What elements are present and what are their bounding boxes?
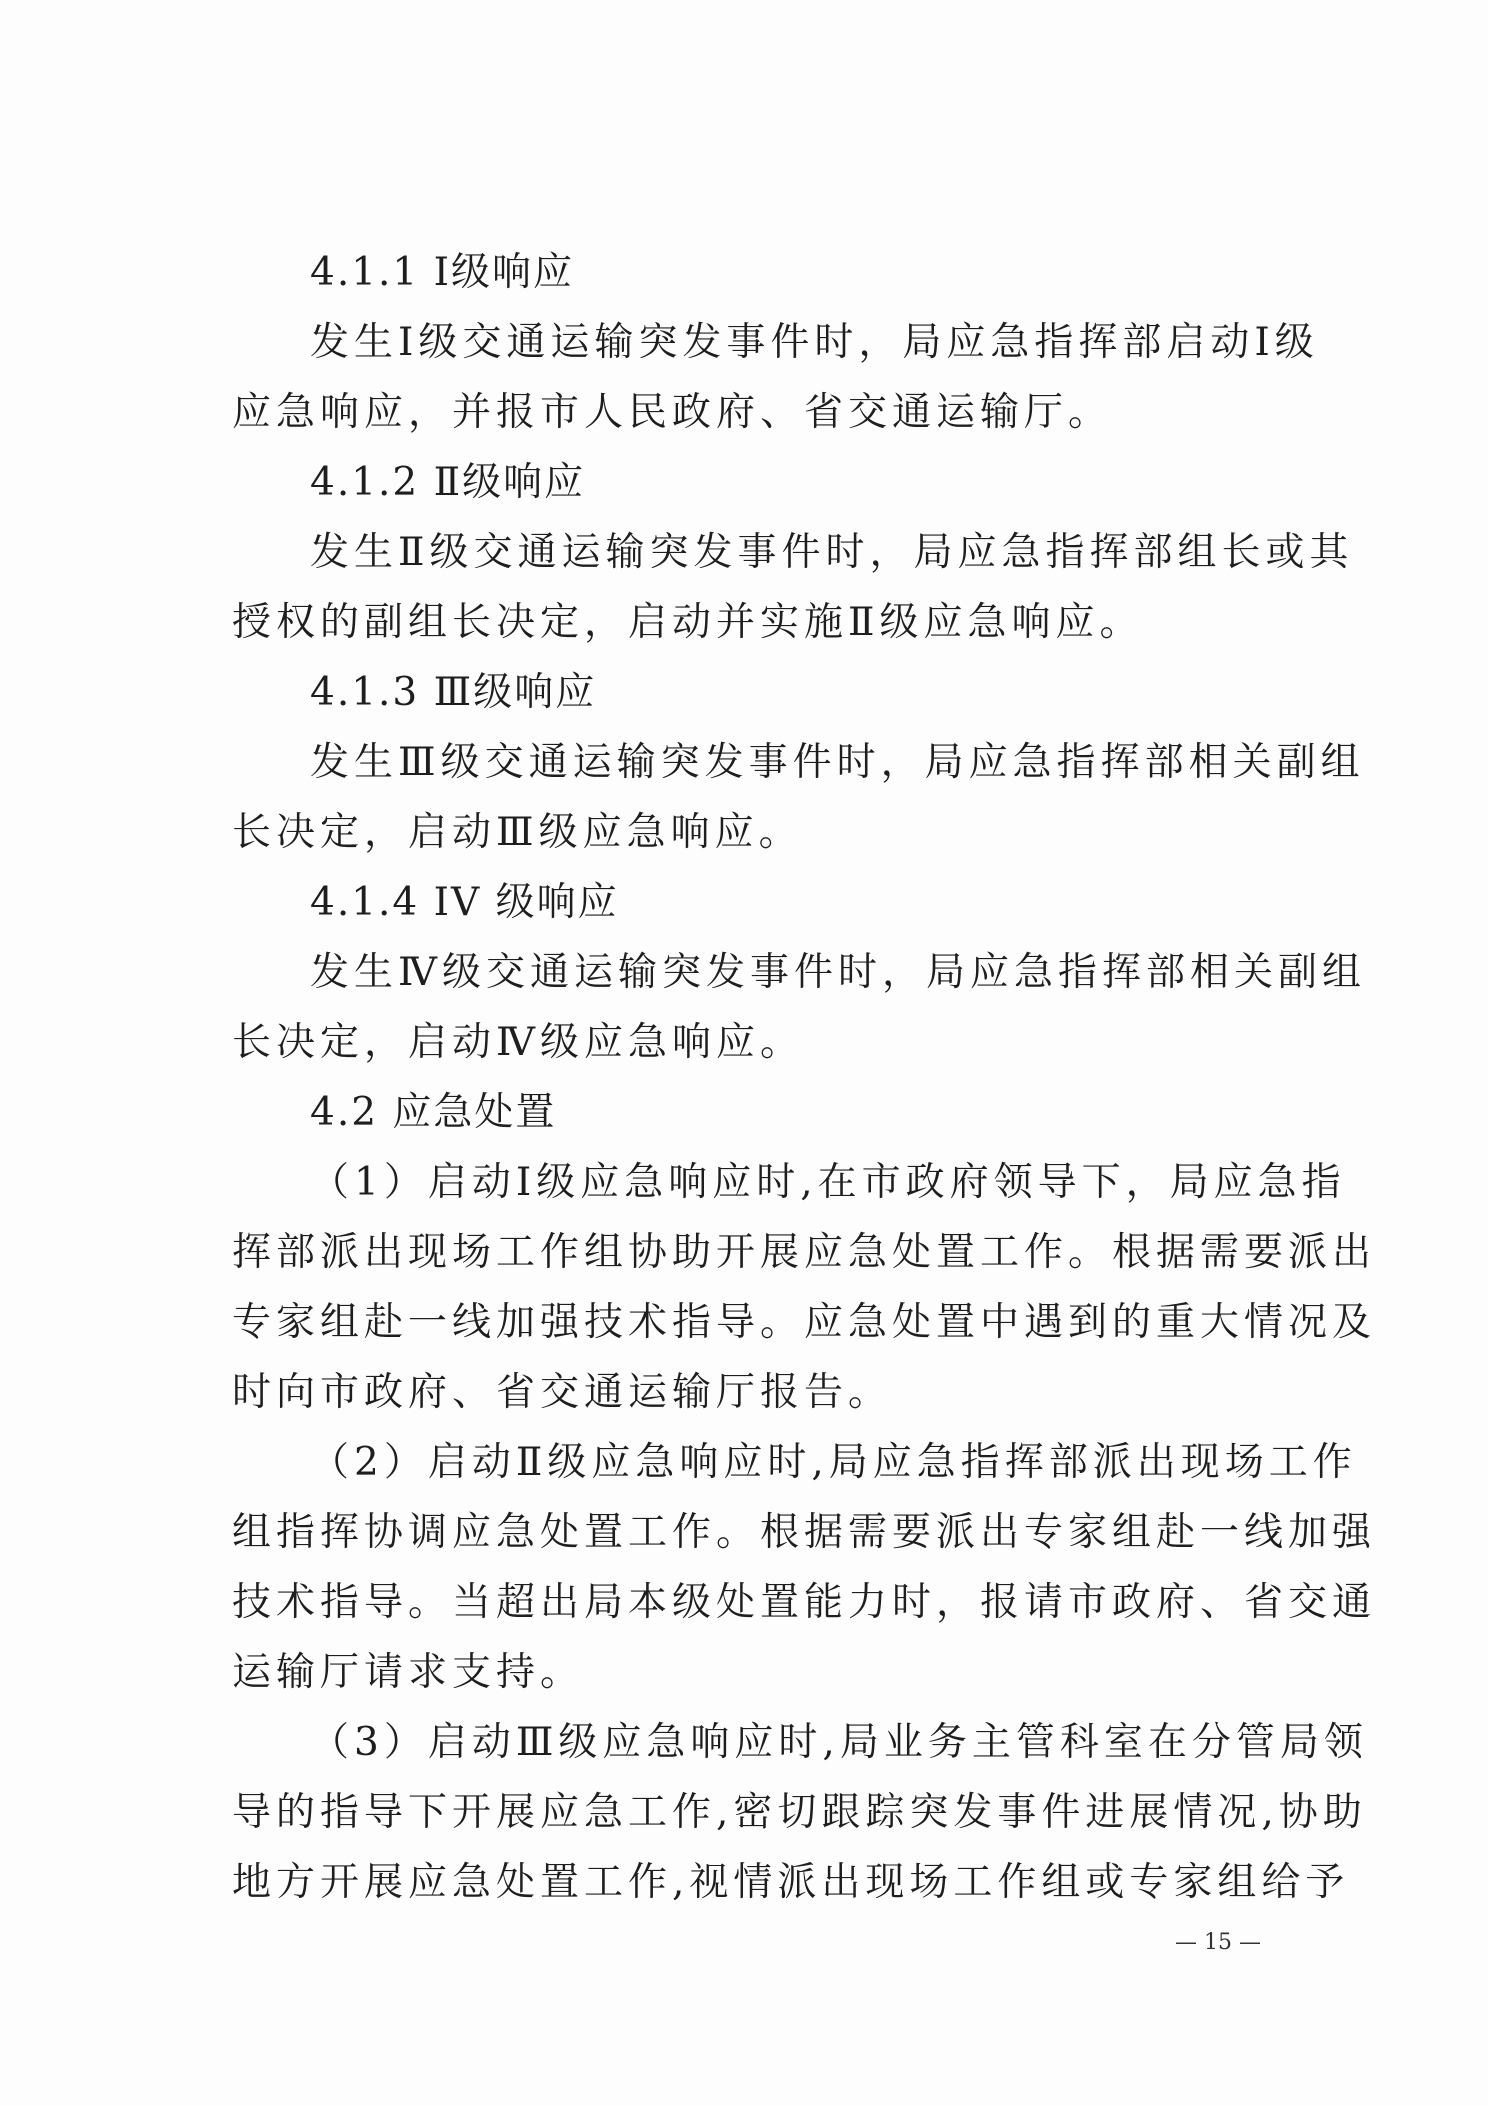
text-line: 运输厅请求支持。 — [232, 1650, 585, 1695]
document-body — [232, 238, 1377, 1918]
section-heading: 4.1.4 IV 级响应 — [310, 880, 619, 925]
text-line: 发生Ⅲ级交通运输突发事件时，局应急指挥部相关副组 — [310, 740, 1365, 785]
text-line: （3）启动Ⅲ级应急响应时,局业务主管科室在分管局领 — [310, 1720, 1368, 1765]
text-line: 长决定，启动Ⅲ级应急响应。 — [232, 810, 803, 855]
text-line: 技术指导。当超出局本级处置能力时，报请市政府、省交通 — [232, 1580, 1377, 1625]
section-heading: 4.1.2 Ⅱ级响应 — [310, 460, 586, 505]
text-line: 长决定，启动Ⅳ级应急响应。 — [232, 1020, 804, 1065]
page-number: — 15 — — [1175, 1930, 1261, 1955]
text-line: 挥部派出现场工作组协助开展应急处置工作。根据需要派出 — [232, 1230, 1377, 1275]
text-line: 发生Ⅱ级交通运输突发事件时，局应急指挥部组长或其 — [310, 530, 1354, 575]
text-line: （1）启动Ⅰ级应急响应时,在市政府领导下，局应急指 — [310, 1160, 1346, 1205]
text-line: 发生Ⅰ级交通运输突发事件时，局应急指挥部启动Ⅰ级 — [310, 320, 1319, 365]
text-line: （2）启动Ⅱ级应急响应时,局应急指挥部派出现场工作 — [310, 1440, 1357, 1485]
text-line: 地方开展应急处置工作,视情派出现场工作组或专家组给予 — [232, 1860, 1350, 1905]
text-line: 专家组赴一线加强技术指导。应急处置中遇到的重大情况及 — [232, 1300, 1377, 1345]
text-line: 应急响应，并报市人民政府、省交通运输厅。 — [232, 390, 1113, 435]
text-line: 发生Ⅳ级交通运输突发事件时，局应急指挥部相关副组 — [310, 950, 1366, 995]
section-heading: 4.1.1 Ⅰ级响应 — [310, 250, 575, 295]
text-line: 授权的副组长决定，启动并实施Ⅱ级应急响应。 — [232, 600, 1144, 645]
text-line: 组指挥协调应急处置工作。根据需要派出专家组赴一线加强 — [232, 1510, 1377, 1555]
text-line: 时向市政府、省交通运输厅报告。 — [232, 1370, 893, 1415]
text-line: 导的指导下开展应急工作,密切跟踪突发事件进展情况,协助 — [232, 1790, 1367, 1835]
section-heading: 4.2 应急处置 — [310, 1090, 557, 1135]
section-heading: 4.1.3 Ⅲ级响应 — [310, 670, 597, 715]
